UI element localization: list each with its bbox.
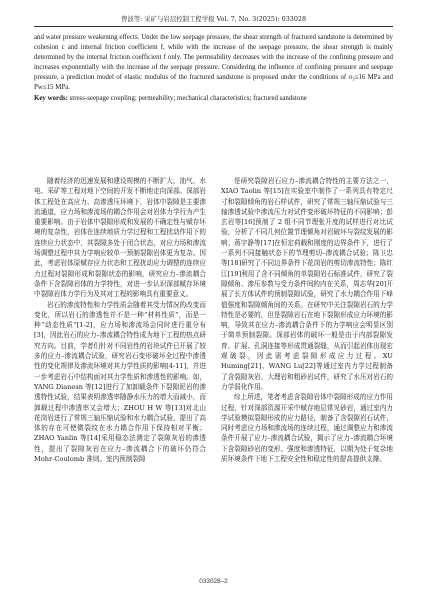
running-header: 曾波等: 采矿与岩层控制工程学报 Vol. 7, No. 3(2025): 033028 xyxy=(34,14,393,27)
keywords-label: Key words: xyxy=(34,95,68,102)
abstract-block xyxy=(34,33,393,104)
left-paragraph-1: 随着经济的迅速发展和建设规模的不断扩大，油气、水电、采矿等工程对地下空间的开发不断地走向深部。深部岩体工程处在高应力、高渗透压环境下，岩体中裂隙是主要渗流通道，应力场和渗流场的耦合作用会对岩体力学行为产生重要影响。由于岩体中裂隙形成和发展的不确定性与赋存环境的复杂性，岩体在连续地质力学过程和工程扰动作用下的连续应力状态中，其裂隙多处于闭合状态，对应力场和渗流场调整过程中其力学响应较单一预制裂隙岩体更为复杂。因此，考虑岩体原赋存应力状态和工程扰动应力调整的连续应力过程对裂隙形成和裂隙状态的影响，研究应力–渗流耦合条件下含裂隙岩体的力学特性，对进一步认识深部赋存环境中裂隙岩体力学行为及其对工程的影响具有重要意义。 xyxy=(34,177,206,299)
page-number: 033028–2 xyxy=(199,578,228,585)
keywords-line xyxy=(34,94,393,104)
right-column xyxy=(221,176,393,464)
left-paragraph-2: 岩石的渗流特性和力学性质会随着其受力情况的改变而变化，所以岩石的渗透性并不是一种“材料性质”，而是一种“动态性质”[1-2]，应力场和渗流场会同时进行重分布[3]，因此岩石的应力–渗流耦合特性成为地下工程的热点研究方向。目前，学者们针对不同岩性的岩块试件已开展了较多的应力–渗流耦合试验，研究岩石变形破坏全过程中渗透性的变化规律及渗流环境对其力学性质的影响[4-11]，并进一步考虑岩石中结构面对其力学性质和渗透性的影响。如，YANG Dianesn 等[12]进行了加卸载条件下裂隙泥岩的渗透特性试验，结果表明渗透率随静水压力的增大而减小，而卸载过程中渗透率又会增大；ZHOU H W 等[13]对北山花岗岩进行了常规三轴压缩试验和水力耦合试验，提出了高体的存在可使微裂纹在水力耦合作用下保持相对平衡；ZHAO Yanlin 等[14]采用稳态法测定了裂隙灰岩的渗透性，提出了裂隙灰岩在应力–渗流耦合下的破坏仍符合 Mohr-Coulomb 准则。室内预制裂隙 xyxy=(34,300,206,464)
abstract-text: and water pressure weakening effects. Under the low seepage pressure, the shear strength of fractured sandstone is determined by cohesion c and internal friction coefficient f, while with the increase of the seepage pressure, the shear strength is mainly determined by the internal friction coefficient f only. The permeability decreases with the increase of the confining pressure and increases exponentially with the increase of the seepage pressure. Considering the influence of confining pressure and seepage pressure, a prediction model of elastic modulus of the fractured sandstone is proposed under the conditions of σ₃≤16 MPa and Pw≤15 MPa. xyxy=(34,34,393,91)
right-paragraph-1: 是研究裂隙岩石应力–渗流耦合特性的主要方法之一，XIAO Taolin 等[15]在实验室中制作了一系列具有特定尺寸和裂隙倾角的岩石样试件，研究了常规三轴压缩试验与三轴渗透试验中渗流压力对试件变形破坏特征的不同影响；彭玄岩等[16]预制了 2 组不同节理张开度的试样进行对比试验，分析了不同几何位置节理倾角对岩破坏与裂纹发展的影响；蒋宇静等[17]在恒定荷载和刚度的边界条件下，进行了一系列不同接触状态下的节理剪切–渗流耦合试验；陈卫忠等[18]研究了不同边界条件下花岗岩的剪切渗流特性；陈红江[19]利用了含不同倾角的单裂隙岩石标准试件，研究了裂隙倾角、渗压参数与受力条件间的内在关系，周志华[20]开展了长方体试件的预制裂隙试验，研究了水力耦合作用下峰值强度和裂隙倾角间的关系。在研究中关注裂隙岩石的力学特性是必要的，但是裂隙岩石在地下裂隙形成应力环境的影响，导致其在应力–渗流耦合条件下的力学响应会明显区别于简单预制裂隙。深部岩体的破坏一般是由于内部裂隙发育、扩展、孔洞连接等形成贯通裂缝，从而引起岩体出现宏观破裂，因此需考虑裂隙形成应力过程。XU Huming[21]、WANG Lu[22]等通过室内力学过程制备了含裂隙灰岩、大理岩和粗砂岩试件，研究了水压对岩石的力学弱化作用。 xyxy=(221,177,393,391)
right-paragraph-2: 综上所述，笔者考虑含裂隙岩体中裂隙形成的应力作用过程，针对深部资源开采中赋存地层常见砂岩，通过室内力学试验模拟裂隙形成的应力路径，制备了含裂隙岩石试件，同时考虑应力场和渗流场的连续过程，通过调整应力和渗流条件开展了应力–渗流耦合试验，揭示了应力–渗流耦合环境下含裂隙砂岩的变形、强度和渗透特征，以期为处于复杂地质环境条件下地下工程安全性和稳定性的提高提供支撑。 xyxy=(221,393,393,464)
left-column xyxy=(34,176,206,464)
keywords-text: stress-seepage coupling; permeability; mechanical characteristics; fractured sandstone xyxy=(69,95,307,102)
